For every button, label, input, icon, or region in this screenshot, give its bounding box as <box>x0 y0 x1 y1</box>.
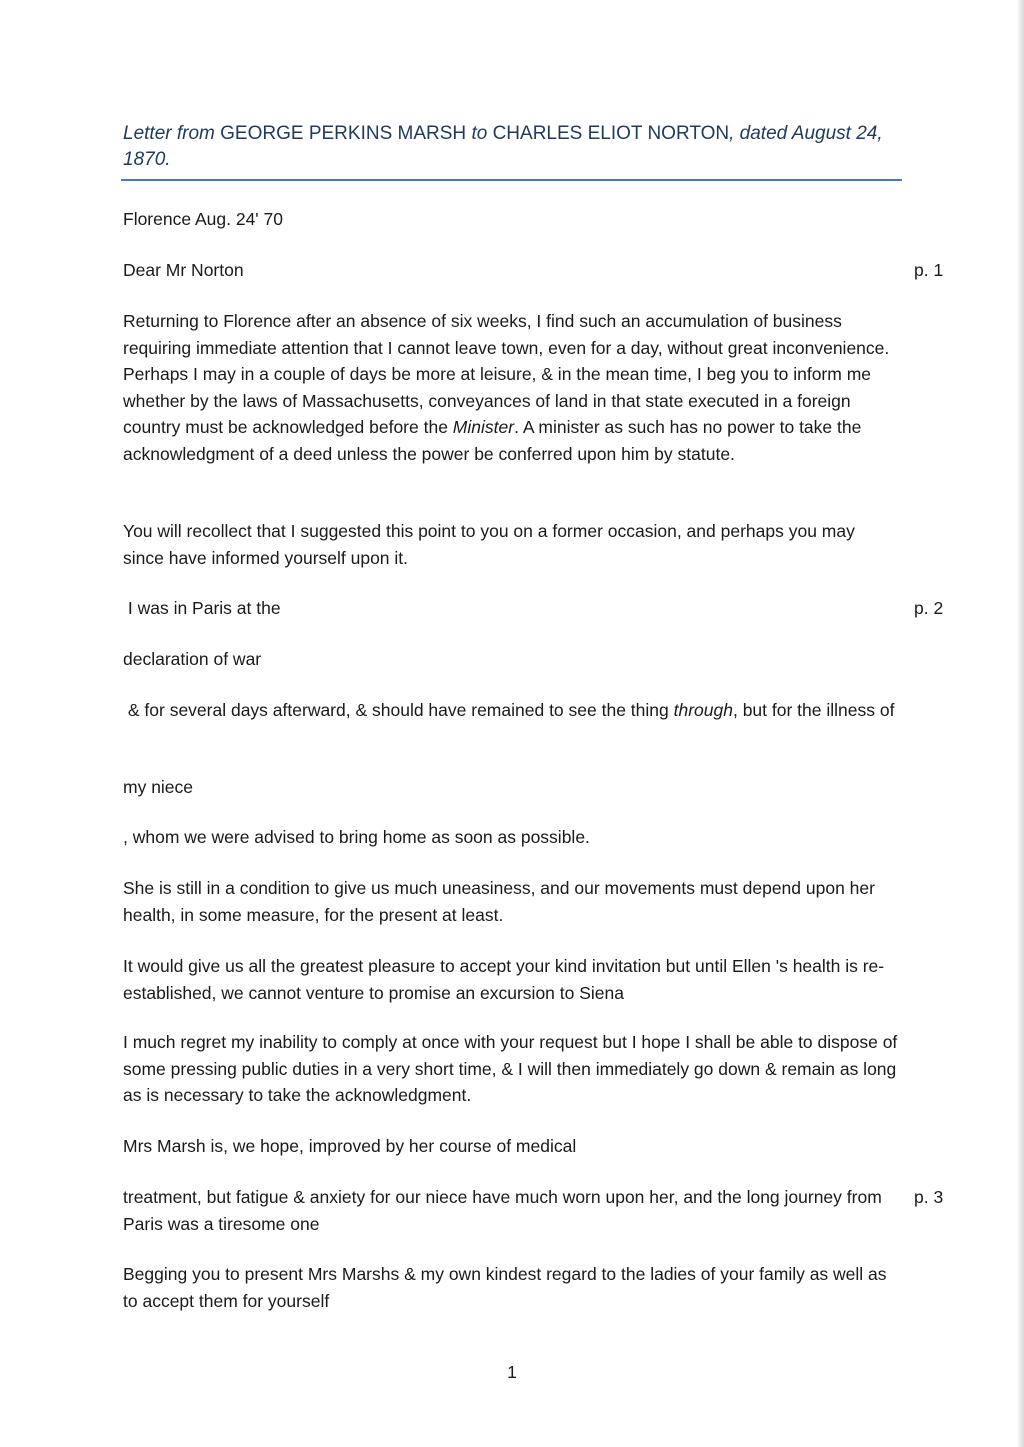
dateline: Florence Aug. 24' 70 <box>123 209 283 229</box>
paragraph-7: , whom we were advised to bring home as soon as possible. <box>123 827 590 847</box>
paragraph-12: treatment, but fatigue & anxiety for our niece have much worn upon her, and the long journey from Paris was a tiresome one <box>123 1187 882 1234</box>
page-marker-3: p. 3 <box>914 1187 944 1207</box>
paragraph-1 <box>123 308 898 467</box>
paragraph-6: my niece <box>123 777 194 797</box>
salutation: Dear Mr Norton <box>123 260 244 280</box>
paragraph-9: It would give us all the greatest pleasure to accept your kind invitation but until Ellen 's health is re-established, we cannot venture to promise an excursion to Siena <box>123 956 885 1003</box>
paragraph-1-text-a: Returning to Florence after an absence of six weeks, I find such an accumulation of business requiring immediate attention that I cannot leave town, even for a day, without great inconvenience. Perhaps I may in a couple of days be more at leisure, & in the mean time, I beg you to inform me whether by the laws of Massachusetts, conveyances of land in that state executed in a foreign country must be acknowledged before the <box>123 311 890 437</box>
paragraph-1-italic: Minister <box>452 417 515 437</box>
page-marker-1: p. 1 <box>914 260 944 280</box>
title-recipient: CHARLES ELIOT NORTON <box>492 123 730 144</box>
title-to-label: to <box>471 123 488 144</box>
title-date: , dated August 24, 1870. <box>123 123 883 170</box>
letter-title <box>123 121 903 173</box>
page-edge-shadow <box>1018 0 1024 1447</box>
title-underline <box>121 179 902 181</box>
paragraph-5-text-a: & for several days afterward, & should have remained to see the thing <box>123 700 674 720</box>
page-marker-2: p. 2 <box>914 598 944 618</box>
paragraph-11: Mrs Marsh is, we hope, improved by her course of medical <box>123 1136 577 1156</box>
title-sender: GEORGE PERKINS MARSH <box>220 123 467 144</box>
paragraph-8: She is still in a condition to give us much uneasiness, and our movements must depend upon her health, in some measure, for the present at least. <box>123 878 875 925</box>
title-from-label: Letter from <box>123 123 215 144</box>
paragraph-13: Begging you to present Mrs Marshs & my own kindest regard to the ladies of your family as well as to accept them for yourself <box>123 1264 887 1311</box>
page-number: 1 <box>507 1362 517 1382</box>
paragraph-4: declaration of war <box>123 649 262 669</box>
paragraph-3: I was in Paris at the <box>123 598 281 618</box>
paragraph-2: You will recollect that I suggested this point to you on a former occasion, and perhaps you may since have informed yourself upon it. <box>123 521 855 568</box>
paragraph-1-text-b: . A minister as such has no power to take the acknowledgment of a deed unless the power be conferred upon him by statute. <box>123 417 862 464</box>
paragraph-5-text-b: , but for the illness of <box>732 700 895 720</box>
paragraph-5-italic: through <box>673 700 733 720</box>
paragraph-10: I much regret my inability to comply at once with your request but I hope I shall be able to dispose of some pressing public duties in a very short time, & I will then immediately go down & remain as long as is necessary to take the acknowledgment. <box>123 1032 898 1105</box>
paragraph-5 <box>123 697 898 724</box>
